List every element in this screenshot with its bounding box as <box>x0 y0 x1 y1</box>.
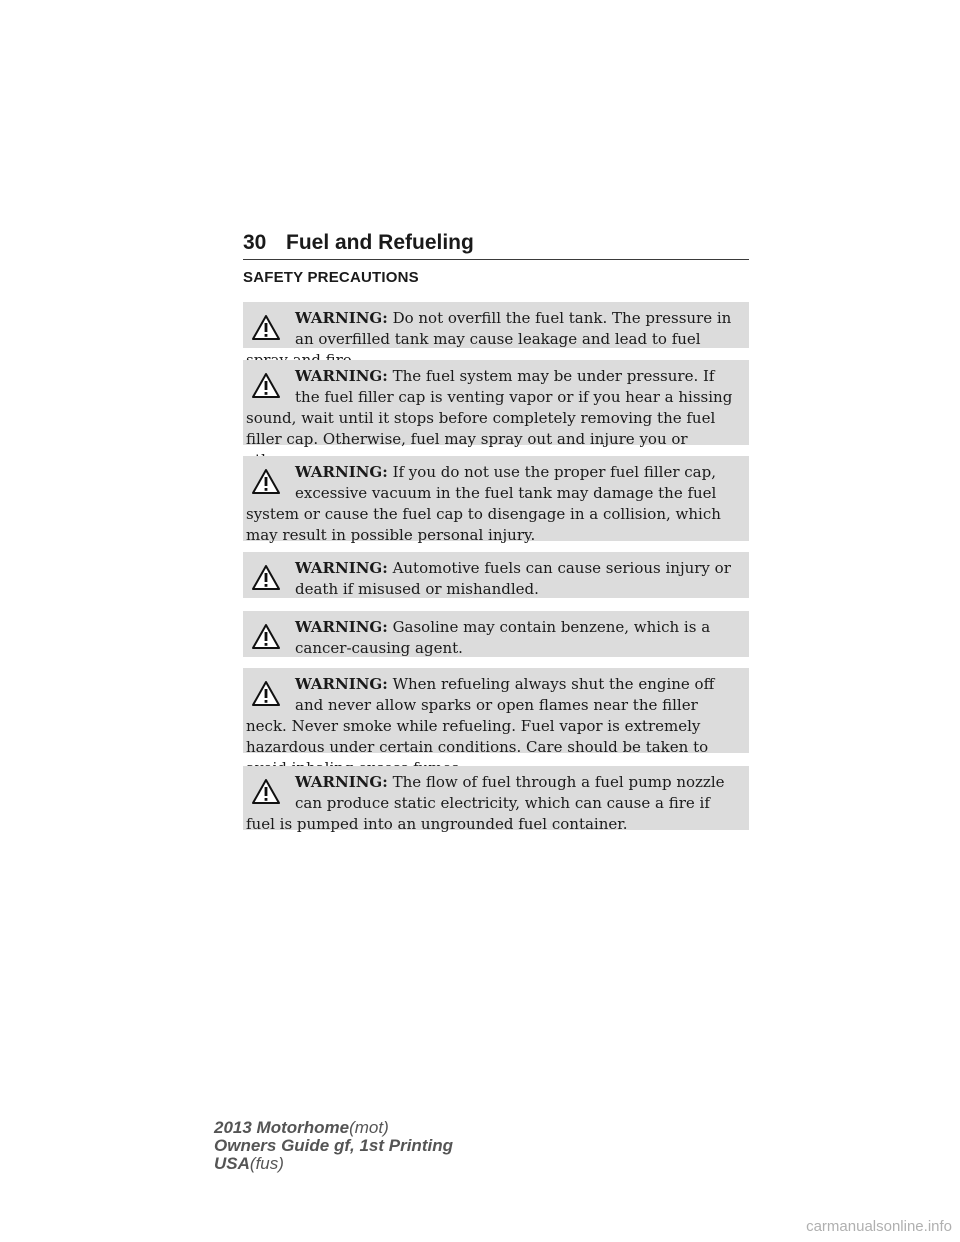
page-number: 30 <box>243 231 267 254</box>
warning-text: Do not overfill the fuel tank. The pressure in an overfilled tank may cause leakage and lead to fuel <box>295 309 732 348</box>
warning-box <box>243 360 749 448</box>
footer-model-code: (mot) <box>349 1118 389 1137</box>
warning-label: WARNING: <box>295 618 388 636</box>
warning-label: WARNING: <box>295 309 388 327</box>
footer-region-name: USA <box>214 1154 250 1173</box>
warning-text: Gasoline may contain benzene, which is a cancer-causing agent. <box>295 618 711 657</box>
warning-box <box>243 766 749 833</box>
warning-text: When refueling always shut the engine off and never allow sparks or open flames near the filler neck. Never smoke while refueling. Fuel vapor is extremely hazardous under certain conditions. Care should be taken to <box>246 675 715 756</box>
warning-label: WARNING: <box>295 367 388 385</box>
warning-text: Automotive fuels can cause serious injury or death if misused or mishandled. <box>295 559 731 598</box>
site-watermark: carmanualsonline.info <box>806 1218 952 1235</box>
warning-box <box>243 302 749 348</box>
warning-label: WARNING: <box>295 773 388 791</box>
footer-line-model <box>214 1119 453 1137</box>
warning-triangle-icon <box>251 462 291 504</box>
warning-triangle-icon <box>251 772 291 814</box>
warning-box <box>243 456 749 544</box>
warning-label: WARNING: <box>295 675 388 693</box>
print-info-footer <box>214 1119 453 1173</box>
chapter-title: Fuel and Refueling <box>286 231 474 254</box>
section-title: SAFETY PRECAUTIONS <box>243 269 419 286</box>
warning-text: The fuel system may be under pressure. If the fuel filler cap is venting vapor or if you hear a hissing sound, wait until it stops before completely removing the fuel filler cap. Otherwise, fuel may spray out and injure you or <box>246 367 733 448</box>
warning-label: WARNING: <box>295 559 388 577</box>
warning-box <box>243 611 749 657</box>
footer-line-region <box>214 1155 453 1173</box>
warning-triangle-icon <box>251 674 291 716</box>
warning-triangle-icon <box>251 558 291 600</box>
warning-text: If you do not use the proper fuel filler cap, excessive vacuum in the fuel tank may damage the fuel system or cause the fuel cap to disengage in a collision, which may result in possible personal injury. <box>246 463 721 544</box>
warning-box <box>243 668 749 756</box>
warning-text: The flow of fuel through a fuel pump nozzle can produce static electricity, which can cause a fire if fuel is pumped into an ungrounded fuel container. <box>246 773 725 833</box>
warning-triangle-icon <box>251 366 291 408</box>
page-header <box>243 229 749 260</box>
warning-box <box>243 552 749 598</box>
warning-triangle-icon <box>251 617 291 659</box>
footer-line-printing: Owners Guide gf, 1st Printing <box>214 1136 453 1155</box>
footer-region-code: (fus) <box>249 1154 284 1173</box>
footer-model-name: 2013 Motorhome <box>214 1118 350 1137</box>
warning-triangle-icon <box>251 308 291 350</box>
warning-label: WARNING: <box>295 463 388 481</box>
